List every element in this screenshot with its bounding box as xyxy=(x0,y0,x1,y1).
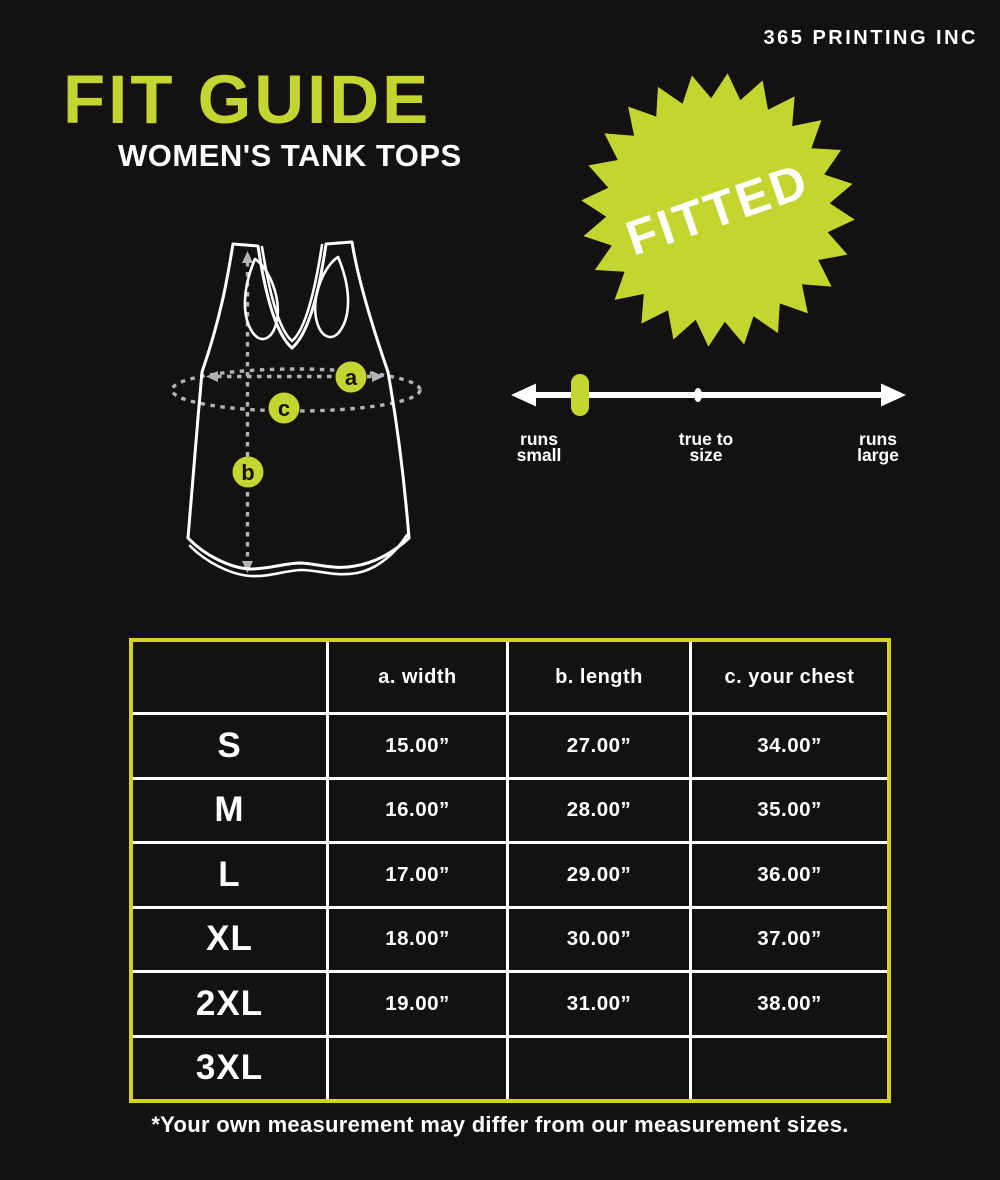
length-cell: 28.00” xyxy=(509,780,689,842)
col-header-chest: c. your chest xyxy=(692,642,887,712)
measure-point-c xyxy=(269,393,300,424)
width-cell: 17.00” xyxy=(329,844,506,906)
page-title: FIT GUIDE xyxy=(63,61,432,138)
size-cell: L xyxy=(133,844,326,906)
svg-text:c: c xyxy=(277,396,291,421)
col-header-width: a. width xyxy=(329,642,506,712)
scale-label-runs-small: runs small xyxy=(516,429,562,465)
length-measure-line xyxy=(242,251,253,573)
col-header-blank xyxy=(133,642,326,712)
fit-scale xyxy=(500,350,920,425)
chest-cell xyxy=(692,1038,887,1100)
page-subtitle: WOMEN'S TANK TOPS xyxy=(118,138,462,173)
measure-point-b xyxy=(233,457,264,488)
chest-cell: 36.00” xyxy=(692,844,887,906)
size-cell: XL xyxy=(133,909,326,971)
width-cell: 18.00” xyxy=(329,909,506,971)
arrow-up-icon xyxy=(242,251,253,263)
scale-label-true-to-size: true to size xyxy=(678,429,734,465)
size-table xyxy=(129,638,891,1103)
size-cell: 3XL xyxy=(133,1038,326,1100)
length-cell xyxy=(509,1038,689,1100)
chest-cell: 34.00” xyxy=(692,715,887,777)
right-armhole xyxy=(315,257,348,337)
measure-point-a xyxy=(336,362,367,393)
tank-top-diagram xyxy=(140,225,460,595)
scale-marker xyxy=(571,374,589,416)
brand-name: 365 PRINTING INC xyxy=(763,27,978,49)
length-cell: 31.00” xyxy=(509,973,689,1035)
neck-trim-line xyxy=(262,245,322,341)
width-cell: 16.00” xyxy=(329,780,506,842)
arrow-left-icon xyxy=(511,384,536,407)
width-cell: 15.00” xyxy=(329,715,506,777)
arrow-right-icon xyxy=(881,384,906,407)
length-cell: 27.00” xyxy=(509,715,689,777)
chest-cell: 37.00” xyxy=(692,909,887,971)
badge-label: FITTED xyxy=(619,153,817,267)
col-header-length: b. length xyxy=(509,642,689,712)
size-cell: M xyxy=(133,780,326,842)
length-cell: 30.00” xyxy=(509,909,689,971)
chest-cell: 38.00” xyxy=(692,973,887,1035)
length-cell: 29.00” xyxy=(509,844,689,906)
svg-text:b: b xyxy=(241,460,255,485)
size-cell: S xyxy=(133,715,326,777)
arrow-right-icon xyxy=(372,371,384,382)
fit-scale-labels xyxy=(500,431,920,491)
arrow-left-icon xyxy=(206,371,218,382)
svg-text:a: a xyxy=(344,365,358,390)
footnote: *Your own measurement may differ from our measurement sizes. xyxy=(151,1112,849,1137)
fitted-badge xyxy=(578,70,858,350)
hem-trim-line xyxy=(190,535,407,576)
width-cell xyxy=(329,1038,506,1100)
width-cell: 19.00” xyxy=(329,973,506,1035)
size-cell: 2XL xyxy=(133,973,326,1035)
scale-label-runs-large: runs large xyxy=(857,429,899,465)
true-to-size-tick xyxy=(694,388,702,402)
chest-cell: 35.00” xyxy=(692,780,887,842)
